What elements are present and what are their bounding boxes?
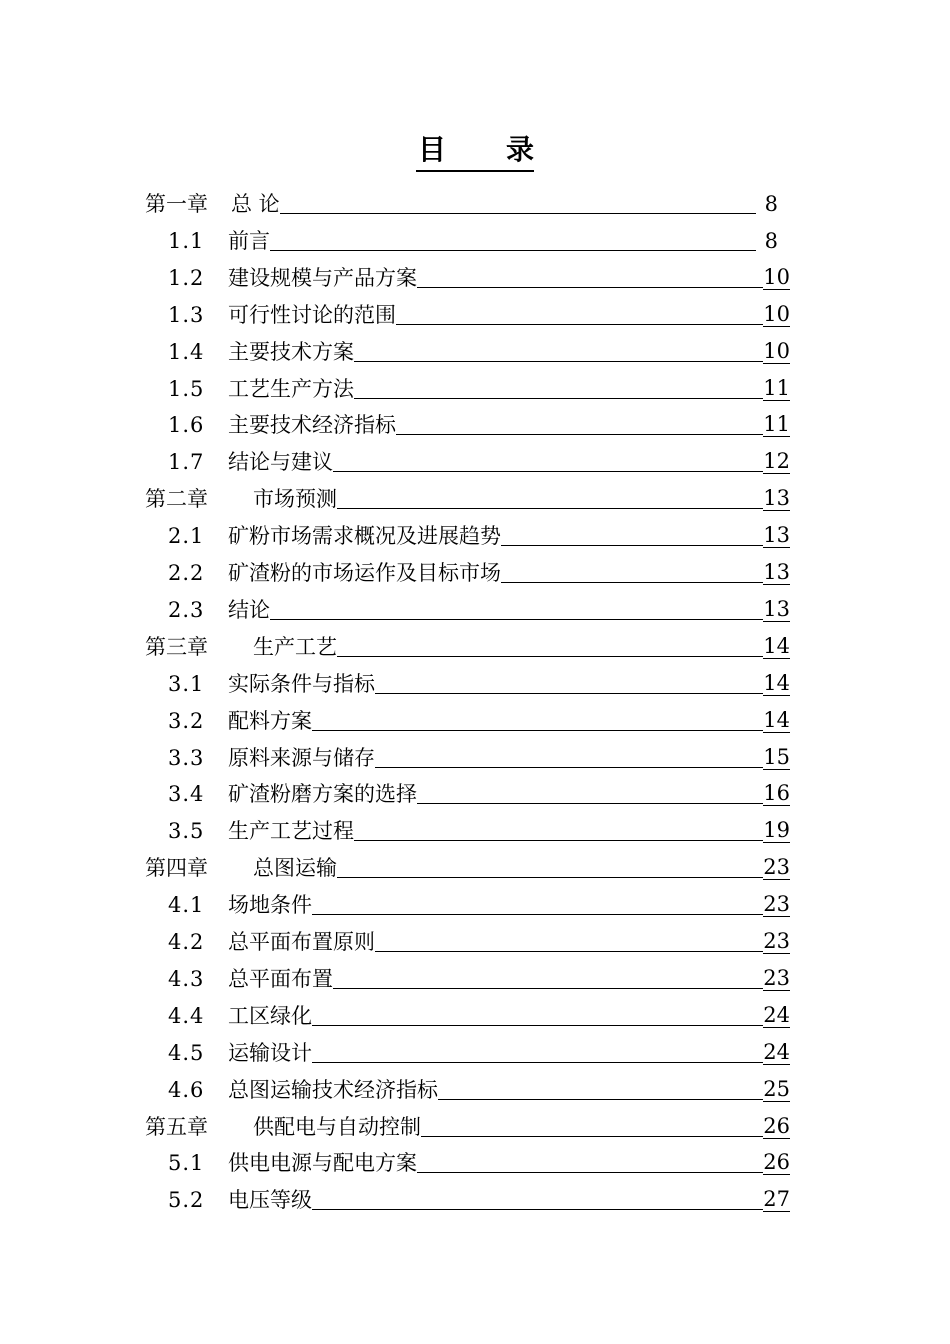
toc-entry-number: 第三章	[145, 635, 208, 659]
toc-entry-number: 4.4	[168, 1004, 205, 1028]
toc-section-row[interactable]	[168, 957, 790, 991]
toc-entry-title: 矿粉市场需求概况及进展趋势	[228, 524, 501, 548]
toc-leader-line	[333, 987, 763, 989]
toc-page-number: 14	[763, 708, 790, 732]
toc-entry-title: 前言	[228, 229, 270, 253]
toc-section-row[interactable]	[168, 403, 790, 437]
toc-entry-title: 总平面布置原则	[228, 930, 375, 954]
toc-page-number: 10	[763, 302, 790, 326]
toc-entry-number: 第二章	[145, 487, 208, 511]
toc-section-row[interactable]	[168, 1068, 790, 1102]
toc-entry-number: 4.6	[168, 1078, 205, 1102]
toc-page-number: 10	[763, 265, 790, 289]
toc-page-number: 26	[763, 1150, 790, 1174]
toc-page-number: 8	[764, 229, 778, 253]
toc-leader-line	[270, 249, 756, 251]
toc-entry-number: 3.1	[168, 672, 205, 696]
toc-entry-title: 总 论	[231, 192, 280, 216]
toc-entry-title: 配料方案	[228, 709, 312, 733]
toc-leader-line	[312, 913, 763, 915]
toc-entry-number: 3.4	[168, 782, 205, 806]
toc-entry-number: 3.2	[168, 709, 205, 733]
toc-entry-number: 1.4	[168, 340, 205, 364]
toc-entry-title: 电压等级	[228, 1188, 312, 1212]
toc-page-number: 14	[763, 634, 790, 658]
toc-page-number: 8	[764, 192, 778, 216]
toc-section-row[interactable]	[168, 772, 790, 806]
toc-entry-number: 2.3	[168, 598, 205, 622]
toc-title	[0, 128, 950, 172]
toc-entry-title: 矿渣粉磨方案的选择	[228, 782, 417, 806]
toc-section-row[interactable]	[168, 883, 790, 917]
toc-entry-number: 4.5	[168, 1041, 205, 1065]
toc-page-number: 12	[763, 449, 790, 473]
toc-section-row[interactable]	[168, 994, 790, 1028]
toc-leader-line	[354, 360, 763, 362]
toc-section-row[interactable]	[168, 367, 790, 401]
toc-entry-number: 第四章	[145, 856, 208, 880]
toc-page-number: 16	[763, 781, 790, 805]
toc-page-number: 23	[763, 892, 790, 916]
toc-entry-title: 实际条件与指标	[228, 672, 375, 696]
toc-entry-number: 4.2	[168, 930, 205, 954]
toc-title-char-1: 目	[417, 133, 506, 166]
toc-entry-title: 矿渣粉的市场运作及目标市场	[228, 561, 501, 585]
toc-entry-number: 1.3	[168, 303, 205, 327]
toc-leader-line	[396, 433, 763, 435]
toc-title-char-2: 录	[506, 133, 535, 166]
toc-entry-number: 3.5	[168, 819, 205, 843]
toc-leader-line	[438, 1098, 763, 1100]
toc-leader-line	[312, 729, 763, 731]
toc-leader-line	[354, 839, 763, 841]
toc-entry-title: 主要技术方案	[228, 340, 354, 364]
toc-chapter-row[interactable]	[145, 1105, 790, 1139]
toc-entry-number: 2.1	[168, 524, 205, 548]
toc-entry-title: 市场预测	[253, 487, 337, 511]
toc-leader-line	[417, 802, 763, 804]
toc-page-number: 19	[763, 818, 790, 842]
toc-section-row[interactable]	[168, 699, 790, 733]
toc-leader-line	[501, 581, 763, 583]
toc-section-row[interactable]	[168, 1141, 790, 1175]
toc-page-number: 25	[763, 1077, 790, 1101]
toc-entry-title: 总图运输	[253, 856, 337, 880]
toc-entry-title: 结论与建议	[228, 450, 333, 474]
toc-page-number: 15	[763, 745, 790, 769]
toc-section-row[interactable]	[168, 1178, 790, 1212]
toc-leader-line	[375, 766, 763, 768]
toc-entry-number: 1.2	[168, 266, 205, 290]
toc-leader-line	[354, 397, 763, 399]
toc-entry-title: 生产工艺过程	[228, 819, 354, 843]
toc-section-row[interactable]	[168, 1031, 790, 1065]
toc-leader-line	[501, 544, 763, 546]
toc-section-row[interactable]	[168, 551, 790, 585]
toc-entry-title: 总平面布置	[228, 967, 333, 991]
toc-entry-title: 主要技术经济指标	[228, 413, 396, 437]
toc-leader-line	[312, 1061, 763, 1063]
toc-leader-line	[312, 1208, 763, 1210]
toc-entry-title: 总图运输技术经济指标	[228, 1078, 438, 1102]
toc-page-number: 26	[763, 1114, 790, 1138]
toc-entry-title: 建设规模与产品方案	[228, 266, 417, 290]
toc-leader-line	[396, 323, 763, 325]
toc-entry-number: 1.5	[168, 377, 205, 401]
toc-section-row[interactable]	[168, 256, 790, 290]
toc-page-number: 23	[763, 929, 790, 953]
toc-section-row[interactable]	[168, 662, 790, 696]
toc-section-row[interactable]	[168, 330, 790, 364]
toc-entry-number: 3.3	[168, 746, 205, 770]
toc-page-number: 23	[763, 855, 790, 879]
toc-entry-number: 4.1	[168, 893, 205, 917]
toc-entry-title: 运输设计	[228, 1041, 312, 1065]
toc-section-row[interactable]	[168, 514, 790, 548]
toc-page-number: 24	[763, 1003, 790, 1027]
toc-leader-line	[375, 692, 763, 694]
toc-entry-number: 4.3	[168, 967, 205, 991]
toc-entry-title: 供电电源与配电方案	[228, 1151, 417, 1175]
toc-section-row[interactable]	[168, 588, 790, 622]
toc-entry-number: 5.1	[168, 1151, 205, 1175]
toc-leader-line	[421, 1135, 763, 1137]
toc-page-number: 10	[763, 339, 790, 363]
toc-page-number: 11	[763, 376, 790, 400]
toc-entry-title: 原料来源与储存	[228, 746, 375, 770]
toc-page-number: 24	[763, 1040, 790, 1064]
toc-entry-number: 第一章	[145, 192, 208, 216]
toc-entry-title: 工艺生产方法	[228, 377, 354, 401]
toc-page-number: 23	[763, 966, 790, 990]
toc-entry-number: 1.1	[168, 229, 205, 253]
toc-section-row[interactable]	[168, 809, 790, 843]
toc-entry-number: 第五章	[145, 1115, 208, 1139]
toc-entry-number: 1.6	[168, 413, 205, 437]
toc-chapter-row[interactable]	[145, 477, 790, 511]
toc-section-row[interactable]	[168, 440, 790, 474]
toc-section-row[interactable]	[168, 219, 778, 253]
toc-chapter-row[interactable]	[145, 182, 778, 216]
toc-chapter-row[interactable]	[145, 846, 790, 880]
toc-leader-line	[280, 212, 756, 214]
toc-section-row[interactable]	[168, 293, 790, 327]
toc-entry-title: 可行性讨论的范围	[228, 303, 396, 327]
toc-leader-line	[337, 876, 763, 878]
toc-leader-line	[417, 1171, 763, 1173]
toc-page-number: 13	[763, 486, 790, 510]
toc-entry-number: 2.2	[168, 561, 205, 585]
toc-leader-line	[312, 1024, 763, 1026]
toc-leader-line	[337, 655, 763, 657]
toc-section-row[interactable]	[168, 736, 790, 770]
toc-entry-title: 结论	[228, 598, 270, 622]
toc-page-number: 14	[763, 671, 790, 695]
toc-section-row[interactable]	[168, 920, 790, 954]
toc-leader-line	[375, 950, 763, 952]
toc-page-number: 27	[763, 1187, 790, 1211]
toc-leader-line	[417, 286, 763, 288]
toc-page-number: 11	[763, 412, 790, 436]
toc-leader-line	[337, 507, 763, 509]
toc-entry-title: 生产工艺	[253, 635, 337, 659]
toc-leader-line	[270, 618, 763, 620]
toc-entry-title: 场地条件	[228, 893, 312, 917]
toc-page-number: 13	[763, 523, 790, 547]
toc-entry-number: 1.7	[168, 450, 205, 474]
toc-entry-number: 5.2	[168, 1188, 205, 1212]
toc-entry-title: 工区绿化	[228, 1004, 312, 1028]
toc-leader-line	[333, 470, 763, 472]
toc-chapter-row[interactable]	[145, 625, 790, 659]
toc-entry-title: 供配电与自动控制	[253, 1115, 421, 1139]
toc-page-number: 13	[763, 597, 790, 621]
toc-page-number: 13	[763, 560, 790, 584]
